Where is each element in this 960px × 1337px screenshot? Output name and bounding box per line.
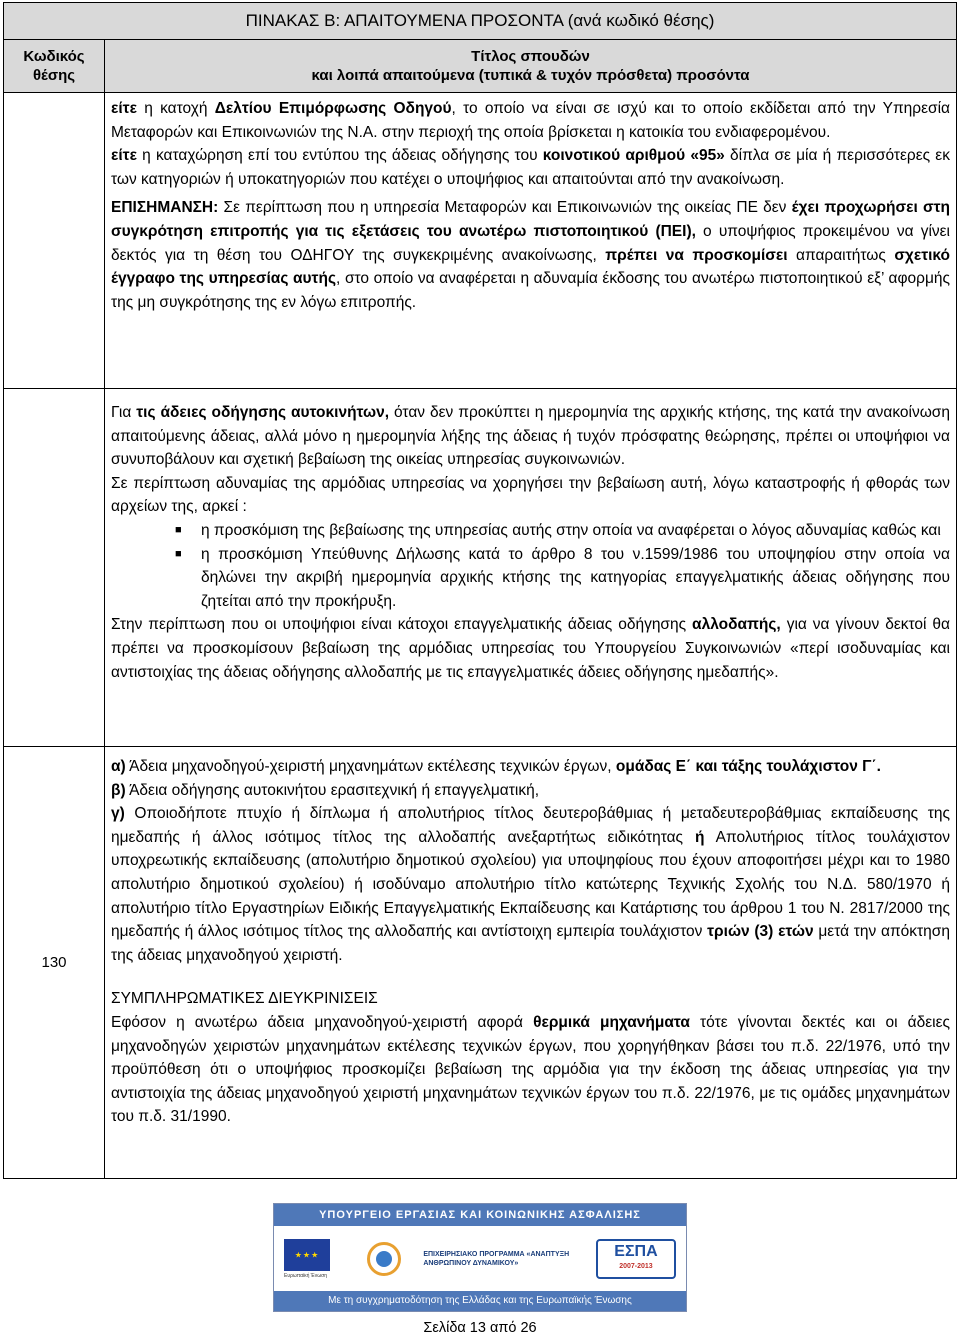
text: όταν δεν προκύπτει η ημερομηνία της αρχικής κτήσης, της κατά την ανακοίνωση απαιτούμενης άδειας, αλλά μόνο η ημερομηνία λήξης της άδειας ή τυχόν πρόσφατης θεώρησης, πρέπει οι υποψήφιοι να συνυποβάλουν και σχετική βεβαίωση της οικείας υπηρεσίας συγκοινωνιών. <box>111 404 950 469</box>
bold-text: είτε <box>111 147 137 165</box>
table-row <box>4 389 957 747</box>
bold-text: έχει προχωρήσει στη συγκρότηση επιτροπής για τις εξετάσεις του ανωτέρω πιστοποιητικού (ΠΕΙ), <box>111 199 950 240</box>
espa-label: ΕΣΠΑ <box>614 1243 658 1260</box>
paragraph <box>111 1011 950 1129</box>
paragraph <box>111 802 950 967</box>
text: Άδεια οδήγησης αυτοκινήτου ερασιτεχνική ή επαγγελματική, <box>125 781 540 799</box>
ministry-label: ΥΠΟΥΡΓΕΙΟ ΕΡΓΑΣΙΑΣ ΚΑΙ ΚΟΙΝΩΝΙΚΗΣ ΑΣΦΑΛΙΣΗΣ <box>274 1204 686 1226</box>
bold-text: ΕΠΙΣΗΜΑΝΣΗ: <box>111 199 219 217</box>
paragraph <box>111 144 950 191</box>
text: , στο οποίο να αναφέρεται η αδυναμία έκδοσης του ανωτέρω πιστοποιητικού εξ’ αφορμής της μη συγκρότησης της εν λόγω επιτροπής. <box>111 270 950 311</box>
text: μετά την απόκτηση της άδειας μηχανοδηγού χειριστή. <box>111 923 950 964</box>
bold-text: θερμικά μηχανήματα <box>533 1013 690 1031</box>
qualifications-table <box>3 2 957 1179</box>
program-label: ΕΠΙΧΕΙΡΗΣΙΑΚΟ ΠΡΟΓΡΑΜΜΑ «ΑΝΑΠΤΥΞΗ ΑΝΘΡΩΠΙΝΟΥ ΔΥΝΑΜΙΚΟΥ» <box>423 1251 570 1267</box>
list-item <box>175 519 950 543</box>
paragraph: Σε περίπτωση αδυναμίας της αρμόδιας υπηρεσίας να χορηγήσει την βεβαίωση αυτή, λόγω καταστροφής ή φθοράς των αρχείων της, αρκεί : <box>111 474 950 516</box>
espa-years: 2007-2013 <box>619 1263 653 1270</box>
bold-text: σχετικό έγγραφο της υπηρεσίας αυτής <box>111 246 951 288</box>
license-notes-cell <box>105 389 957 747</box>
program-emblem-icon <box>367 1242 401 1276</box>
espa-logo <box>596 1239 676 1279</box>
driver-certificate-cell <box>105 93 957 389</box>
code-cell-empty <box>4 93 105 389</box>
bold-text: ομάδας Ε΄ και τάξης τουλάχιστον Γ΄. <box>615 758 881 775</box>
text: , το οποίο να είναι σε ισχύ και το οποίο εκδίδεται από την Υπηρεσία Μεταφορών και Επικοινωνιών της Ν.Α. στην περιοχή της οποία βρίσκεται η κατοικία του ενδιαφερομένου. <box>111 100 951 141</box>
cofunding-slogan: Με τη συγχρηματοδότηση της Ελλάδας και της Ευρωπαϊκής Ένωσης <box>274 1291 686 1311</box>
text: Άδεια μηχανοδηγού-χειριστή μηχανημάτων εκτέλεσης τεχνικών έργων, <box>125 758 616 775</box>
funding-logo-banner <box>273 1203 687 1312</box>
bold-text: β) <box>111 781 126 799</box>
text: η καταχώρηση επί του εντύπου της άδειας οδήγησης του <box>136 147 543 165</box>
bold-text: τριών (3) ετών <box>707 923 814 941</box>
bold-text: κοινοτικού αριθμού «95» <box>542 147 725 165</box>
page-number: Σελίδα 13 από 26 <box>423 1320 537 1336</box>
eu-caption: Ευρωπαϊκή Ένωση <box>284 1273 327 1279</box>
list-item-text: η προσκόμιση της βεβαίωσης της υπηρεσίας αυτής στην οποία να αναφέρεται ο λόγος αδυναμίας καθώς και <box>201 521 941 539</box>
bold-text: είτε <box>111 100 137 117</box>
paragraph <box>111 401 950 472</box>
column-header-title <box>105 40 957 93</box>
bold-text: πρέπει να προσκομίσει <box>605 246 788 264</box>
column-header-title-line1: Τίτλος σπουδών <box>471 48 590 65</box>
text: τότε γίνονται δεκτές και οι άδειες μηχανοδηγών χειριστών μηχανημάτων εκτέλεσης τεχνικών έργων, που χορηγήθηκαν βάσει του π.δ. 22/1976, υπό την προϋπόθεση ότι ο υποψήφιος προσκομίζει βεβαίωση της αρμόδια για την έκδοση της άδειας υπηρεσίας για την αντιστοιχία της άδειας μηχανοδηγού χειριστή μηχανημάτων τεχνικών έργων του π.δ. 22/1976, με τις ομάδες μηχανημάτων του π.δ. 31/1990. <box>111 1013 950 1126</box>
text: δίπλα σε μία ή περισσότερες εκ των κατηγοριών ή υποκατηγοριών που κατέχει ο υποψήφιος και απαιτούνται από την ανακοίνωση. <box>111 147 950 188</box>
text: Σε περίπτωση που η υπηρεσία Μεταφορών και Επικοινωνιών της οικείας ΠΕ δεν <box>218 199 792 217</box>
column-header-code <box>4 40 105 93</box>
bold-text: γ) <box>111 805 125 823</box>
paragraph <box>111 755 950 779</box>
table-banner: ΠΙΝΑΚΑΣ Β: ΑΠΑΙΤΟΥΜΕΝΑ ΠΡΟΣΟΝΤΑ (ανά κωδικό θέσης) <box>4 3 957 40</box>
text: ο υποψήφιος προκειμένου να γίνει δεκτός για τη θέση του ΟΔΗΓΟΥ της συγκεκριμένης ανακοίνωσης, <box>111 222 950 264</box>
eu-logo <box>284 1239 344 1279</box>
text: Για <box>111 404 137 421</box>
square-bullet-icon: ■ <box>175 547 182 560</box>
text: Στην περίπτωση που οι υποψήφιοι είναι κάτοχοι επαγγελματικής άδειας οδήγησης <box>111 616 693 634</box>
requirements-cell <box>105 747 957 1179</box>
square-bullet-icon: ■ <box>175 523 182 536</box>
list-item-text: η προσκόμιση Υπεύθυνης Δήλωσης κατά το άρθρο 8 του ν.1599/1986 του υποψηφίου στην οποία να δηλώνει την ακριβή ημερομηνία αρχικής κτήσης της κατηγορίας επαγγελματικής άδειας οδήγησης που ζητείται από την προκήρυξη. <box>201 545 950 610</box>
column-header-code-line2: θέσης <box>32 67 76 84</box>
position-code: 130 <box>4 747 105 1179</box>
code-cell-empty <box>4 389 105 747</box>
paragraph <box>111 613 950 684</box>
column-header-title-line2: και λοιπά απαιτούμενα (τυπικά & τυχόν πρόσθετα) προσόντα <box>311 67 750 84</box>
table-row <box>4 747 957 1179</box>
column-header-code-line1: Κωδικός <box>23 48 85 65</box>
logo-band <box>274 1226 686 1292</box>
text: Οποιοδήποτε πτυχίο ή δίπλωμα ή απολυτήριος τίτλος δευτεροβάθμιας ή μεταδευτεροβάθμιας εκπαίδευσης της ημεδαπής ή άλλος ισότιμος τίτλος της αλλοδαπής ανεξαρτήτως ειδικότητας <box>111 805 950 846</box>
bold-text: α) <box>111 758 126 775</box>
list-item <box>175 543 950 614</box>
paragraph <box>111 97 950 144</box>
bold-text: Δελτίου Επιμόρφωσης Οδηγού <box>214 100 452 117</box>
text: η κατοχή <box>136 100 215 117</box>
bold-text: αλλοδαπής, <box>692 616 781 634</box>
text: Εφόσον η ανωτέρω άδεια μηχανοδηγού-χειριστή αφορά <box>111 1013 534 1031</box>
section-heading: ΣΥΜΠΛΗΡΩΜΑΤΙΚΕΣ ΔΙΕΥΚΡΙΝΙΣΕΙΣ <box>111 990 378 1008</box>
text: Απολυτήριος τίτλος τουλάχιστον υποχρεωτικής εκπαίδευσης (απολυτήριο δημοτικού σχολείου) για υποψηφίους που έχουν αποφοιτήσει μέχρι και το 1980 απολυτήριο δημοτικού σχολείου) ή ισοδύναμο απολυτήριο τίτλο κατώτερης Τεχνικής Σχολής του Ν.Δ. 580/1970 ή απολυτήριο τίτλο Εργαστηρίων Ειδικής Επαγγελματικής Εκπαίδευσης και Κατάρτισης του άρθρου 1 του Ν. 2817/2000 της ημεδαπής ή άλλος ισότιμος τίτλος της αλλοδαπής και αντίστοιχη εμπειρία τουλάχιστον <box>111 828 950 941</box>
bold-text: ή <box>695 828 705 846</box>
paragraph <box>111 779 950 803</box>
table-row <box>4 93 957 389</box>
eu-flag-icon: ★★★ <box>284 1239 330 1271</box>
bold-text: τις άδειες οδήγησης αυτοκινήτων, <box>136 404 390 421</box>
text: για να γίνουν δεκτοί θα πρέπει να προσκομίσουν βεβαίωση της αρμόδιας υπηρεσίας του Υπουργείου Συγκοινωνιών «περί ισοδυναμίας και αντιστοιχίας της άδειας οδήγησης αλλοδαπής με τις επαγγελματικές άδειες οδήγησης ημεδαπής». <box>111 616 950 681</box>
text: απαραιτήτως <box>787 246 895 264</box>
paragraph <box>111 196 950 314</box>
